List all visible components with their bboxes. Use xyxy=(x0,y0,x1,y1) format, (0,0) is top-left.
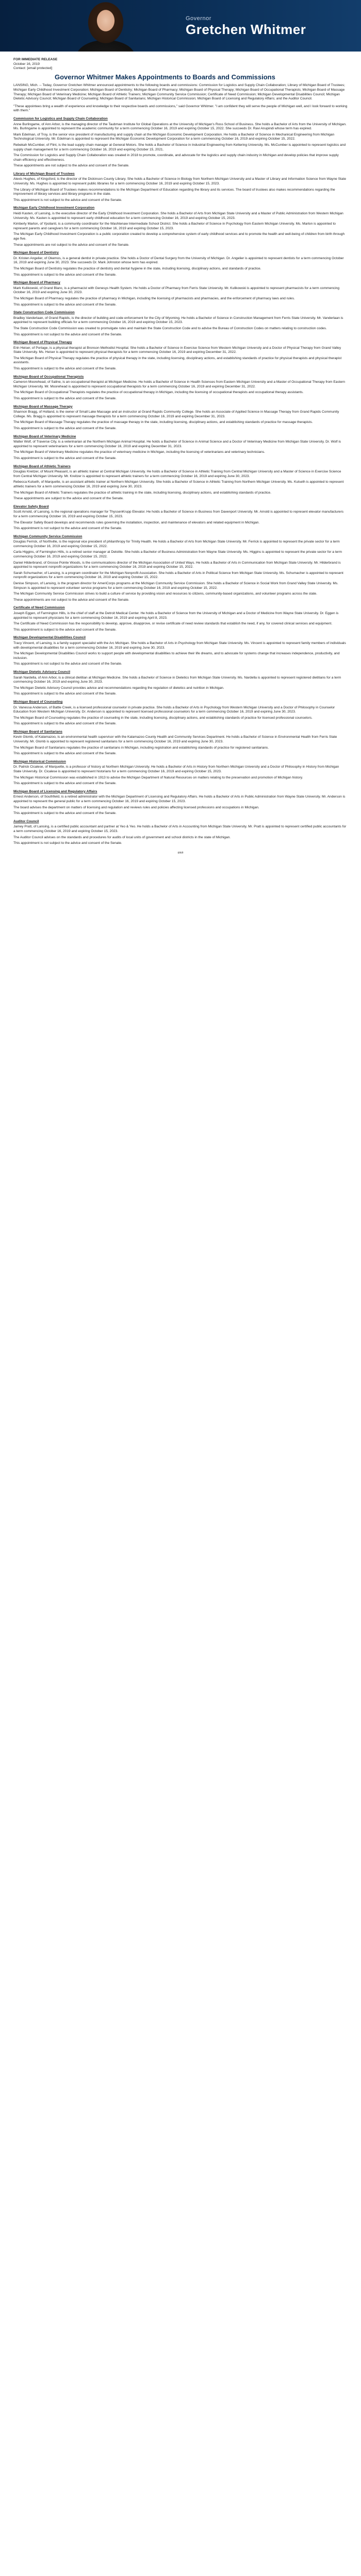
section-paragraph: Sarah Schumacher, of Lansing, is a program coordinator for the Michigan Nonprofit Association. She holds a Bachelor of Arts in Political Science from Michigan State University. Ms. Schumacher is appointed to represent nonprofit organizations for a term commencing October 16, 2019 and expiring October 15, 2022. xyxy=(13,571,343,580)
section-paragraph: The State Construction Code Commission was created to promulgate rules and maintain the State Construction Code and to advise the Bureau of Construction Codes on matters relating to construction codes. xyxy=(13,326,327,330)
section-title: Michigan Board of Licensing and Regulatory Affairs xyxy=(13,789,97,793)
section-paragraph: The Michigan Dietetic Advisory Council provides advice and recommendations regarding the regulation of dietetics and nutrition in Michigan. xyxy=(13,686,224,690)
section-note: This appointment is not subject to the advice and consent of the Senate. xyxy=(13,198,122,202)
section-title: Elevator Safety Board xyxy=(13,504,49,509)
section-note: This appointment is not subject to the advice and consent of the Senate. xyxy=(13,332,122,336)
section-paragraph: The Michigan Community Service Commission strives to build a culture of service by providing vision and resources to citizens, community-based organizations, and volunteer programs across the state. xyxy=(13,592,317,596)
intro-quote: "These appointees bring a wealth of experience and knowledge to their respective boards and commissions," said Governor Whitmer. "I am confident they will serve the people of Michigan well, and I look forward to working with them." xyxy=(13,104,348,113)
sections-container xyxy=(13,117,348,846)
page-title: Governor Whitmer Makes Appointments to Boards and Commissions xyxy=(55,73,275,81)
section-paragraph: The Michigan Board of Pharmacy regulates the practice of pharmacy in Michigan, including the licensing of pharmacists and pharmacies, and the enforcement of pharmacy laws and rules. xyxy=(13,296,295,300)
section-note: This appointment is subject to the advice and consent of the Senate. xyxy=(13,273,117,277)
banner-label: Governor xyxy=(186,15,211,22)
section-note: This appointment is subject to the advice and consent of the Senate. xyxy=(13,302,117,307)
section-paragraph: Denise Simpson, of Lansing, is the program director for AmeriCorps programs at the Michigan Community Service Commission. She holds a Bachelor of Science in Social Work from Grand Valley State University. Ms. Simpson is appointed to represent volunteer service programs for a term commencing October 16, 2019 and expiring October 15, 2022. xyxy=(13,582,338,590)
section-title: Michigan Board of Veterinary Medicine xyxy=(13,434,76,438)
section-paragraph: The Elevator Safety Board develops and recommends rules governing the installation, inspection, and maintenance of elevators and related equipment in Michigan. xyxy=(13,520,260,524)
section-note: This appointment is not subject to the advice and consent of the Senate. xyxy=(13,662,122,666)
section-title: Library of Michigan Board of Trustees xyxy=(13,172,75,176)
section-note: This appointment is subject to the advice and consent of the Senate. xyxy=(13,782,117,786)
section-title: Michigan Early Childhood Investment Corporation xyxy=(13,206,95,210)
section-title: Michigan Board of Counseling xyxy=(13,700,63,704)
section-title: State Construction Code Commission xyxy=(13,311,75,315)
section-paragraph: Douglas Kreitzer, of Mount Pleasant, is an athletic trainer at Central Michigan University. He holds a Bachelor of Science in Athletic Training from Central Michigan University and a Master of Science in Exercise Science from Central Michigan University. Mr. Kreitzer is appointed to represent athletic trainers for a term commencing October 16, 2019 and expiring June 30, 2023. xyxy=(13,470,341,478)
section-paragraph: Anne Burlingame, of Ann Arbor, is the managing director of the Taubman Institute for Global Operations at the University of Michigan's Ross School of Business. She holds a Bachelor of Arts from the University of Michigan. Ms. Burlingame is appointed to represent the academic community for a term commencing October 16, 2019 and expiring October 15, 2022. She succeeds Dr. Ravi Anupindi whose term has expired. xyxy=(13,122,347,131)
section-paragraph: Daniel Hilderbrand, of Grosse Pointe Woods, is the communications director of the Michigan Association of United Ways. He holds a Bachelor of Arts in Communication from Michigan State University. Mr. Hilderbrand is appointed to represent nonprofit organizations for a term commencing October 16, 2019 and expiring October 15, 2022. xyxy=(13,561,341,569)
section-paragraph: Mark Kulikowski, of Grand Blanc, is a pharmacist with Genesys Health System. He holds a Doctor of Pharmacy from Ferris State University. Mr. Kulikowski is appointed to represent pharmacists for a term commencing October 16, 2019 and expiring June 30, 2023. xyxy=(13,286,340,295)
section-paragraph: The Michigan Board of Counseling regulates the practice of counseling in the state, including licensing, disciplinary actions, and establishing standards of practice for licensed professional counselors. xyxy=(13,716,313,720)
section-paragraph: Erin Heiser, of Portage, is a physical therapist at Bronson Methodist Hospital. She holds a Bachelor of Science in Exercise Science from Western Michigan University and a Doctor of Physical Therapy from Grand Valley State University. Ms. Heiser is appointed to represent physical therapists for a term commencing October 16, 2019 and expiring December 31, 2022. xyxy=(13,346,341,354)
section-paragraph: Jamey Pratt, of Lansing, is a certified public accountant and partner at Yeo & Yeo. He holds a Bachelor of Arts in Accounting from Michigan State University. Mr. Pratt is appointed to represent certified public accountants for a term commencing October 16, 2019 and expiring October 15, 2023. xyxy=(13,825,347,833)
section-title: Commission for Logistics and Supply Chain Collaboration xyxy=(13,116,108,121)
section-title: Michigan Community Service Commission xyxy=(13,534,83,538)
section-paragraph: Mark Edelman, of Troy, is the senior vice president of manufacturing and supply chain at the Michigan Economic Development Corporation. He holds a Bachelor of Science in Mechanical Engineering from Michigan Technological University. Mr. Edelman is appointed to represent the Michigan Economic Development Corporation for a term commencing October 16, 2019 and expiring October 15, 2022. xyxy=(13,132,335,141)
section-paragraph: Sarah Nardella, of Ann Arbor, is a clinical dietitian at Michigan Medicine. She holds a Bachelor of Science in Dietetics from Michigan State University. Ms. Nardella is appointed to represent registered dietitians for a term commencing October 16, 2019 and expiring June 30, 2023. xyxy=(13,675,341,684)
governor-photo xyxy=(77,0,134,52)
section-note: This appointment is subject to the advice and consent of the Senate. xyxy=(13,628,117,632)
section-paragraph: The Michigan Early Childhood Investment Corporation is a public corporation created to develop a comprehensive system of early childhood services and to promote the health and well-being of children from birth through age five. xyxy=(13,232,345,241)
press-release-body xyxy=(0,52,361,869)
section-paragraph: Cameron Moorehead, of Saline, is an occupational therapist at Michigan Medicine. He holds a Bachelor of Science in Health Sciences from Eastern Michigan University and a Master of Occupational Therapy from Eastern Michigan University. Mr. Moorehead is appointed to represent occupational therapists for a term commencing October 16, 2019 and expiring December 31, 2022. xyxy=(13,380,346,388)
section-note: This appointment is subject to the advice and consent of the Senate. xyxy=(13,397,117,401)
section-paragraph: The Michigan Board of Occupational Therapists regulates the practice of occupational therapy in Michigan, including the licensing of occupational therapists and occupational therapy assistants. xyxy=(13,391,304,395)
section-paragraph: The Michigan Board of Sanitarians regulates the practice of sanitarians in Michigan, including registration and establishing standards of practice for registered sanitarians. xyxy=(13,745,269,750)
section-paragraph: Rebekah McCumber, of Flint, is the lead supply chain manager at General Motors. She holds a Bachelor of Science in Industrial Engineering from Kettering University. Ms. McCumber is appointed to represent logistics and supply chain management for a term commencing October 16, 2019 and expiring October 15, 2021. xyxy=(13,143,346,151)
section-title: Auditor Council xyxy=(13,819,39,823)
section-note: These appointments are subject to the advice and consent of the Senate. xyxy=(13,497,124,501)
section-title: Michigan Historical Commission xyxy=(13,759,66,764)
section-note: This appointment is not subject to the advice and consent of the Senate. xyxy=(13,527,122,531)
section-title: Michigan Dietetic Advisory Council xyxy=(13,670,71,674)
section-note: This appointment is subject to the advice and consent of the Senate. xyxy=(13,692,117,696)
section-title: Michigan Board of Physical Therapy xyxy=(13,341,72,345)
section-paragraph: Carla Higgins, of Farmington Hills, is a retired senior manager at Deloitte. She holds a Bachelor of Business Administration from Wayne State University. Ms. Higgins is appointed to represent the private sector for a term commencing October 16, 2019 and expiring October 15, 2022. xyxy=(13,550,342,559)
section-paragraph: The Library of Michigan Board of Trustees makes recommendations to the Michigan Department of Education regarding the library and its services. The board of trustees also makes recommendations regarding the improvement of library services and library programs in the state. xyxy=(13,188,335,196)
section-title: Michigan Board of Dentistry xyxy=(13,251,59,255)
section-paragraph: The Michigan Historical Commission was established in 1913 to advise the Michigan Department of Natural Resources on matters relating to the preservation and promotion of Michigan history. xyxy=(13,775,303,779)
section-paragraph: Shannon Bragg, of Holland, is the owner of Small Lake Massage and an instructor at Grand Rapids Community College. She holds an Associate of Applied Science in Massage Therapy from Grand Rapids Community College. Ms. Bragg is appointed to represent massage therapists for a term commencing October 16, 2019 and expiring December 31, 2023. xyxy=(13,410,339,418)
intro-paragraph: LANSING, Mich. -- Today, Governor Gretchen Whitmer announced appointments to the following boards and commissions: Commission for Logistics and Supply Chain Collaboration; Library of Michigan Board of Trustees; Michigan Early Childhood Investment Corporation; Michigan Board of Dentistry; Michigan Board of Pharmacy; Michigan Board of Physical Therapy; Michigan Board of Occupational Therapists; Michigan Board of Massage Therapy; Michigan Board of Veterinary Medicine; Michigan Board of Athletic Trainers; Michigan Community Service Commission; Certificate of Need Commission; Michigan Developmental Disabilities Council; Michigan Dietetic Advisory Council; Michigan Board of Counseling; Michigan Board of Sanitarians; Michigan Historical Commission; Michigan Board of Licensing and Regulatory Affairs; and the Auditor Council. xyxy=(13,83,345,101)
section-title: Michigan Board of Massage Therapy xyxy=(13,404,73,409)
section-paragraph: The board advises the department on matters of licensing and regulation and reviews rules and policies affecting licensed professions and occupations in Michigan. xyxy=(13,805,259,809)
section-paragraph: Douglas Ferrick, of Northville, is the regional vice president of philanthropy for Trinity Health. He holds a Bachelor of Arts from Michigan State University. Mr. Ferrick is appointed to represent the private sector for a term commencing October 16, 2019 and expiring October 15, 2022. xyxy=(13,540,340,548)
section-note: This appointment is not subject to the advice and consent of the Senate. xyxy=(13,841,122,845)
section-note: These appointments are not subject to the advice and consent of the Senate. xyxy=(13,598,129,602)
section-title: Michigan Board of Occupational Therapists xyxy=(13,375,84,379)
section-paragraph: The Auditor Council advises on the standards and procedures for audits of local units of government and school districts in the state of Michigan. xyxy=(13,835,231,839)
section-paragraph: Kimberly Marlon, of Ypsilanti, is a community coordinator for the Washtenaw Intermediate School District. She holds a Bachelor of Science in Psychology from Eastern Michigan University. Ms. Marlon is appointed to represent parents and caregivers for a term commencing October 16, 2019 and expiring October 15, 2023. xyxy=(13,222,336,230)
section-note: This appointment is subject to the advice and consent of the Senate. xyxy=(13,722,117,726)
header-banner xyxy=(0,0,361,52)
section-paragraph: The Michigan Board of Veterinary Medicine regulates the practice of veterinary medicine in Michigan, including the licensing of veterinarians and veterinary technicians. xyxy=(13,450,265,454)
section-paragraph: The Michigan Board of Physical Therapy regulates the practice of physical therapy in the state, including licensing, disciplinary actions, and establishing standards of practice for physical therapists and physical therapist assistants. xyxy=(13,356,342,365)
section-paragraph: The Michigan Board of Dentistry regulates the practice of dentistry and dental hygiene in the state, including licensing, disciplinary actions, and standards of practice. xyxy=(13,266,261,270)
section-paragraph: Ernest Anderson, of Southfield, is a retired administrator with the Michigan Department of Licensing and Regulatory Affairs. He holds a Bachelor of Arts in Public Administration from Wayne State University. Mr. Anderson is appointed to represent the general public for a term commencing October 16, 2019 and expiring October 15, 2023. xyxy=(13,795,346,803)
section-paragraph: Scott Arnold, of Lansing, is the regional operations manager for ThyssenKrupp Elevator. He holds a Bachelor of Science in Business from Davenport University. Mr. Arnold is appointed to represent elevator manufacturers for a term commencing October 16, 2019 and expiring October 15, 2023. xyxy=(13,510,344,518)
section-title: Certificate of Need Commission xyxy=(13,606,65,610)
section-paragraph: The Michigan Board of Athletic Trainers regulates the practice of athletic training in the state, including licensing, disciplinary actions, and establishing standards of practice. xyxy=(13,490,271,495)
section-note: This appointment is subject to the advice and consent of the Senate. xyxy=(13,367,117,371)
section-paragraph: Kevin Glomb, of Kalamazoo, is an environmental health supervisor with the Kalamazoo County Health and Community Services Department. He holds a Bachelor of Science in Environmental Health from Ferris State University. Mr. Glomb is appointed to represent registered sanitarians for a term commencing October 16, 2019 and expiring June 30, 2023. xyxy=(13,735,337,744)
section-note: This appointment is subject to the advice and consent of the Senate. xyxy=(13,427,117,430)
section-paragraph: Alexis Hughes, of Kingsford, is the director of the Dickinson County Library. She holds a Bachelor of Science in Biology from Northern Michigan University and a Master of Library and Information Science from Wayne State University. Ms. Hughes is appointed to represent public libraries for a term commencing October 16, 2019 and expiring October 15, 2023. xyxy=(13,177,347,186)
section-note: These appointments are not subject to the advice and consent of the Senate. xyxy=(13,243,129,247)
section-title: Michigan Developmental Disabilities Council xyxy=(13,636,86,640)
section-note: This appointment is subject to the advice and consent of the Senate. xyxy=(13,752,117,756)
section-paragraph: The Michigan Board of Massage Therapy regulates the practice of massage therapy in the state, including licensing, disciplinary actions, and establishing standards of practice for massage therapists. xyxy=(13,420,313,425)
section-paragraph: The Michigan Developmental Disabilities Council works to support people with developmental disabilities to achieve their life dreams, and to advocate for systems change that increases independence, productivity, and inclusion. xyxy=(13,652,340,660)
release-label: FOR IMMEDIATE RELEASE xyxy=(13,58,58,61)
section-note: This appointment is subject to the advice and consent of the Senate. xyxy=(13,456,117,460)
banner-name: Gretchen Whitmer xyxy=(186,22,306,37)
section-paragraph: Bradley Vanderlaan, of Grand Rapids, is the director of building and code enforcement for the City of Wyoming. He holds a Bachelor of Science in Construction Management from Ferris State University. Mr. Vanderlaan is appointed to represent building officials for a term commencing October 16, 2019 and expiring October 15, 2023. xyxy=(13,316,343,325)
section-paragraph: The Certificate of Need Commission has the responsibility to develop, approve, disapprove, or revise certificate of need review standards that establish the need, if any, for covered clinical services and equipment. xyxy=(13,622,333,626)
section-note: These appointments are not subject to the advice and consent of the Senate. xyxy=(13,164,129,168)
section-title: Michigan Board of Pharmacy xyxy=(13,281,60,285)
end-mark: ### xyxy=(177,851,184,855)
section-title: Michigan Board of Athletic Trainers xyxy=(13,464,71,468)
section-paragraph: Joseph Eggen, of Farmington Hills, is the chief of staff at the Detroit Medical Center. He holds a Bachelor of Science from the University of Michigan and a Doctor of Medicine from Wayne State University. Dr. Eggen is appointed to represent physicians for a term commencing October 16, 2019 and expiring April 8, 2023. xyxy=(13,612,339,620)
section-paragraph: The Commission for Logistics and Supply Chain Collaboration was created in 2018 to promote, coordinate, and advocate for the logistics and supply chain industry in Michigan and develop policies that improve supply chain efficiency and effectiveness. xyxy=(13,154,339,162)
release-contact: Contact: [email protected] xyxy=(13,66,53,71)
section-paragraph: Dr. Patrick Cicalese, of Marquette, is a professor of history at Northern Michigan University. He holds a Bachelor of Arts in History from Northern Michigan University and a Doctor of Philosophy in History from Michigan State University. Dr. Cicalese is appointed to represent historians for a term commencing October 16, 2019 and expiring October 15, 2023. xyxy=(13,765,339,774)
section-paragraph: Walter Wolf, of Traverse City, is a veterinarian at the Northern Michigan Animal Hospital. He holds a Bachelor of Science in Animal Science and a Doctor of Veterinary Medicine from Michigan State University. Dr. Wolf is appointed to represent veterinarians for a term commencing October 16, 2019 and expiring December 31, 2023. xyxy=(13,440,341,448)
section-paragraph: Heidi Kasten, of Lansing, is the executive director of the Early Childhood Investment Corporation. She holds a Bachelor of Arts from Michigan State University and a Master of Public Administration from Western Michigan University. Ms. Kasten is appointed to represent early childhood education for a term commencing October 16, 2019 and expiring October 15, 2023. xyxy=(13,212,343,220)
release-date: October 16, 2019 xyxy=(13,62,40,66)
section-paragraph: Tracy Vincent, of Lansing, is a family support specialist with the Arc Michigan. She holds a Bachelor of Arts in Psychology from Michigan State University. Ms. Vincent is appointed to represent family members of individuals with developmental disabilities for a term commencing October 16, 2019 and expiring June 30, 2023. xyxy=(13,641,346,650)
section-note: This appointment is subject to the advice and consent of the Senate. xyxy=(13,811,117,816)
section-paragraph: Dr. Kristen Angelier, of Okemos, is a general dentist in private practice. She holds a Doctor of Dental Surgery from the University of Michigan. Dr. Angelier is appointed to represent dentists for a term commencing October 16, 2019 and expiring June 30, 2023. She succeeds Dr. Mark Johnston whose term has expired. xyxy=(13,256,344,265)
section-paragraph: Rebecca Kulseth, of Marquette, is an assistant athletic trainer at Northern Michigan University. She holds a Bachelor of Science in Athletic Training from Northern Michigan University. Ms. Kulseth is appointed to represent athletic trainers for a term commencing October 16, 2019 and expiring June 30, 2023. xyxy=(13,480,344,488)
section-paragraph: Dr. Vanessa Anderson, of Battle Creek, is a licensed professional counselor in private practice. She holds a Bachelor of Arts in Psychology from Western Michigan University and a Doctor of Philosophy in Counselor Education from Western Michigan University. Dr. Anderson is appointed to represent licensed professional counselors for a term commencing October 16, 2019 and expiring June 30, 2023. xyxy=(13,705,335,714)
section-title: Michigan Board of Sanitarians xyxy=(13,730,62,734)
